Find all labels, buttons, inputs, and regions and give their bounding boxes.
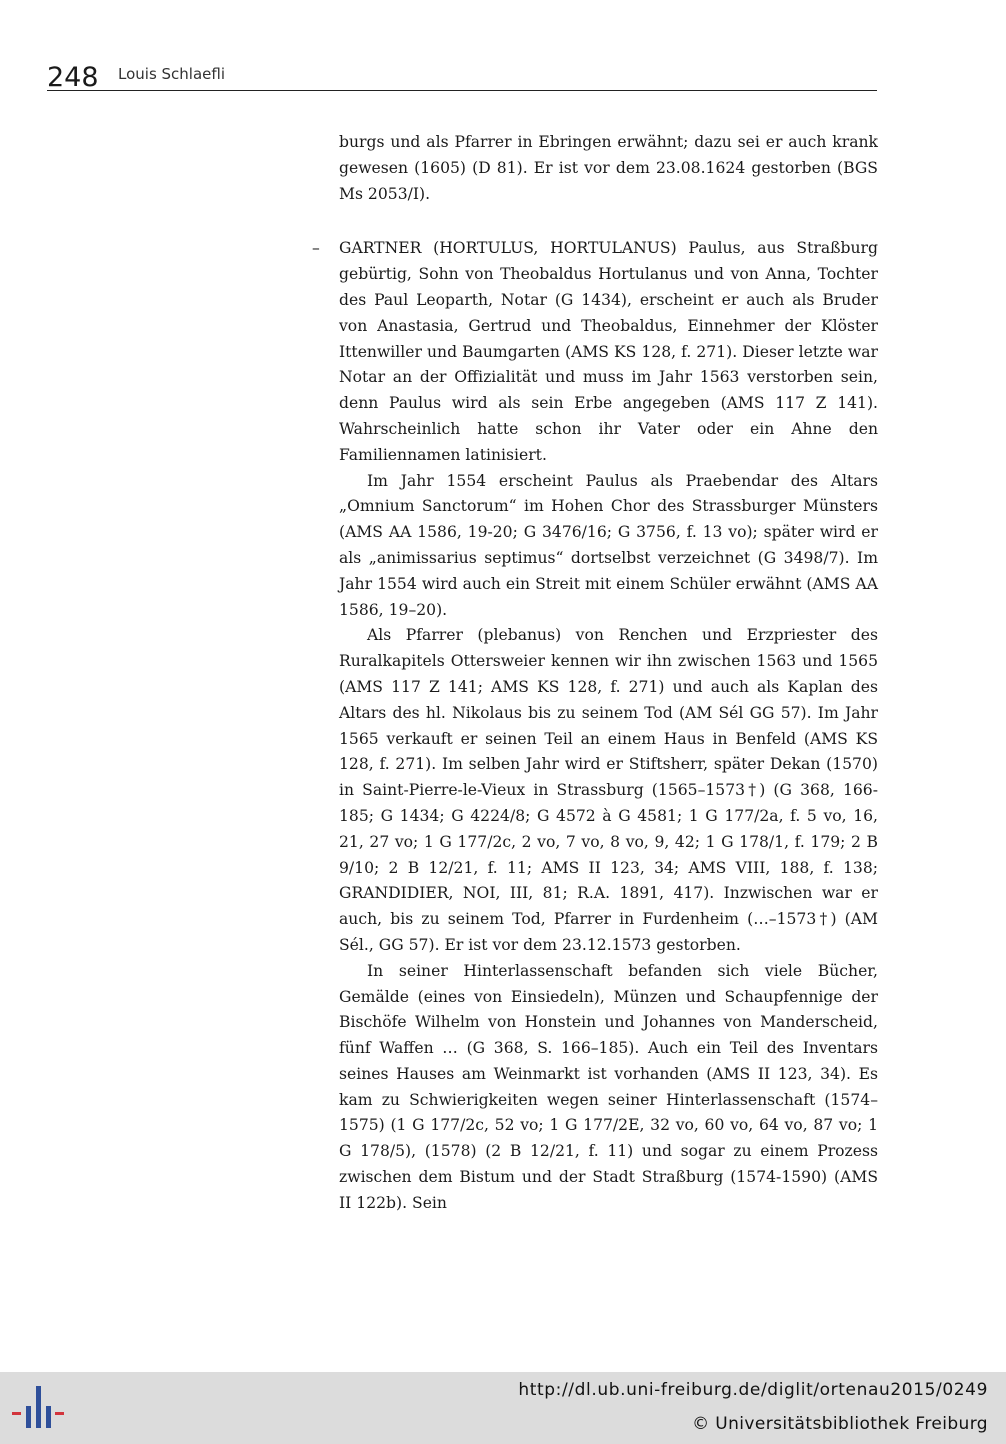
page-header xyxy=(47,60,877,91)
copyright-notice: © Universitätsbibliothek Freiburg xyxy=(692,1414,988,1434)
ub-freiburg-logo-icon xyxy=(10,1382,66,1434)
footer-band xyxy=(0,1372,1006,1444)
entry-paragraph: GARTNER (HORTULUS, HORTULANUS) Paulus, aus Straßburg gebürtig, Sohn von Theobaldus Hortulanus und von Anna, Tochter des Paul Leoparth, Notar (G 1434), erscheint er auch als Bruder von Anastasia, Gertrud und Theobaldus, Einnehmer der Klöster Ittenwiller und Baumgarten (AMS KS 128, f. 271). Dieser letzte war Notar an der Offizialität und muss im Jahr 1563 verstorben sein, denn Paulus wird als sein Erbe angegeben (AMS 117 Z 141). Wahrscheinlich hatte schon ihr Vater oder ein Ahne den Familiennamen latinisiert. xyxy=(339,239,878,464)
entry-paragraph: Als Pfarrer (plebanus) von Renchen und Erzpriester des Ruralkapitels Ottersweier kennen wir ihn zwischen 1563 und 1565 (AMS 117 Z 141; AMS KS 128, f. 271) und auch als Kaplan des Altars des hl. Nikolaus bis zu seinem Tod (AM Sél GG 57). Im Jahr 1565 verkauft er seinen Teil an einem Haus in Benfeld (AMS KS 128, f. 271). Im selben Jahr wird er Stiftsherr, später Dekan (1570) in Saint-Pierre-le-Vieux in Strassburg (1565–1573†) (G 368, 166-185; G 1434; G 4224/8; G 4572 à G 4581; 1 G 177/2a, f. 5 vo, 16, 21, 27 vo; 1 G 177/2c, 2 vo, 7 vo, 8 vo, 9, 42; 1 G 178/1, f. 179; 2 B 9/10; 2 B 12/21, f. 11; AMS II 123, 34; AMS VIII, 188, f. 138; GRANDIDIER, NOI, III, 81; R.A. 1891, 417). Inzwischen war er auch, bis zu seinem Tod, Pfarrer in Furdenheim (…–1573†) (AM Sél., GG 57). Er ist vor dem 23.12.1573 gestorben. xyxy=(339,626,878,954)
body-text xyxy=(312,130,878,1217)
entry-paragraph: In seiner Hinterlassenschaft befanden sich viele Bücher, Gemälde (eines von Einsiedeln), Münzen und Schaupfennige der Bischöfe Wilhelm von Honstein und Johannes von Manderscheid, fünf Waffen … (G 368, S. 166–185). Auch ein Teil des Inventars seines Hauses am Weinmarkt ist vorhanden (AMS II 123, 34). Es kam zu Schwierigkeiten wegen seiner Hinterlassenschaft (1574–1575) (1 G 177/2c, 52 vo; 1 G 177/2E, 32 vo, 60 vo, 64 vo, 87 vo; 1 G 178/5), (1578) (2 B 12/21, f. 11) und sogar zu einem Prozess zwischen dem Bistum und der Stadt Straßburg (1574-1590) (AMS II 122b). Sein xyxy=(339,961,878,1212)
source-url-link[interactable]: http://dl.ub.uni-freiburg.de/diglit/ortenau2015/0249 xyxy=(518,1380,988,1400)
entry-dash: – xyxy=(312,239,320,258)
gartner-entry xyxy=(312,236,878,1216)
entry-paragraph: Im Jahr 1554 erscheint Paulus als Praebendar des Altars „Omnium Sanctorum“ im Hohen Chor des Strassburger Münsters (AMS AA 1586, 19-20; G 3476/16; G 3756, f. 13 vo); später wird er als „animissarius septimus“ dortselbst verzeichnet (G 3498/7). Im Jahr 1554 wird auch ein Streit mit einem Schüler erwähnt (AMS AA 1586, 19–20). xyxy=(339,471,878,619)
continuation-paragraph: burgs und als Pfarrer in Ebringen erwähnt; dazu sei er auch krank gewesen (1605) (D 81). Er ist vor dem 23.08.1624 gestorben (BGS Ms 2053/I). xyxy=(339,133,878,203)
running-head: Louis Schlaefli xyxy=(118,65,226,83)
page-number: 248 xyxy=(47,62,99,93)
